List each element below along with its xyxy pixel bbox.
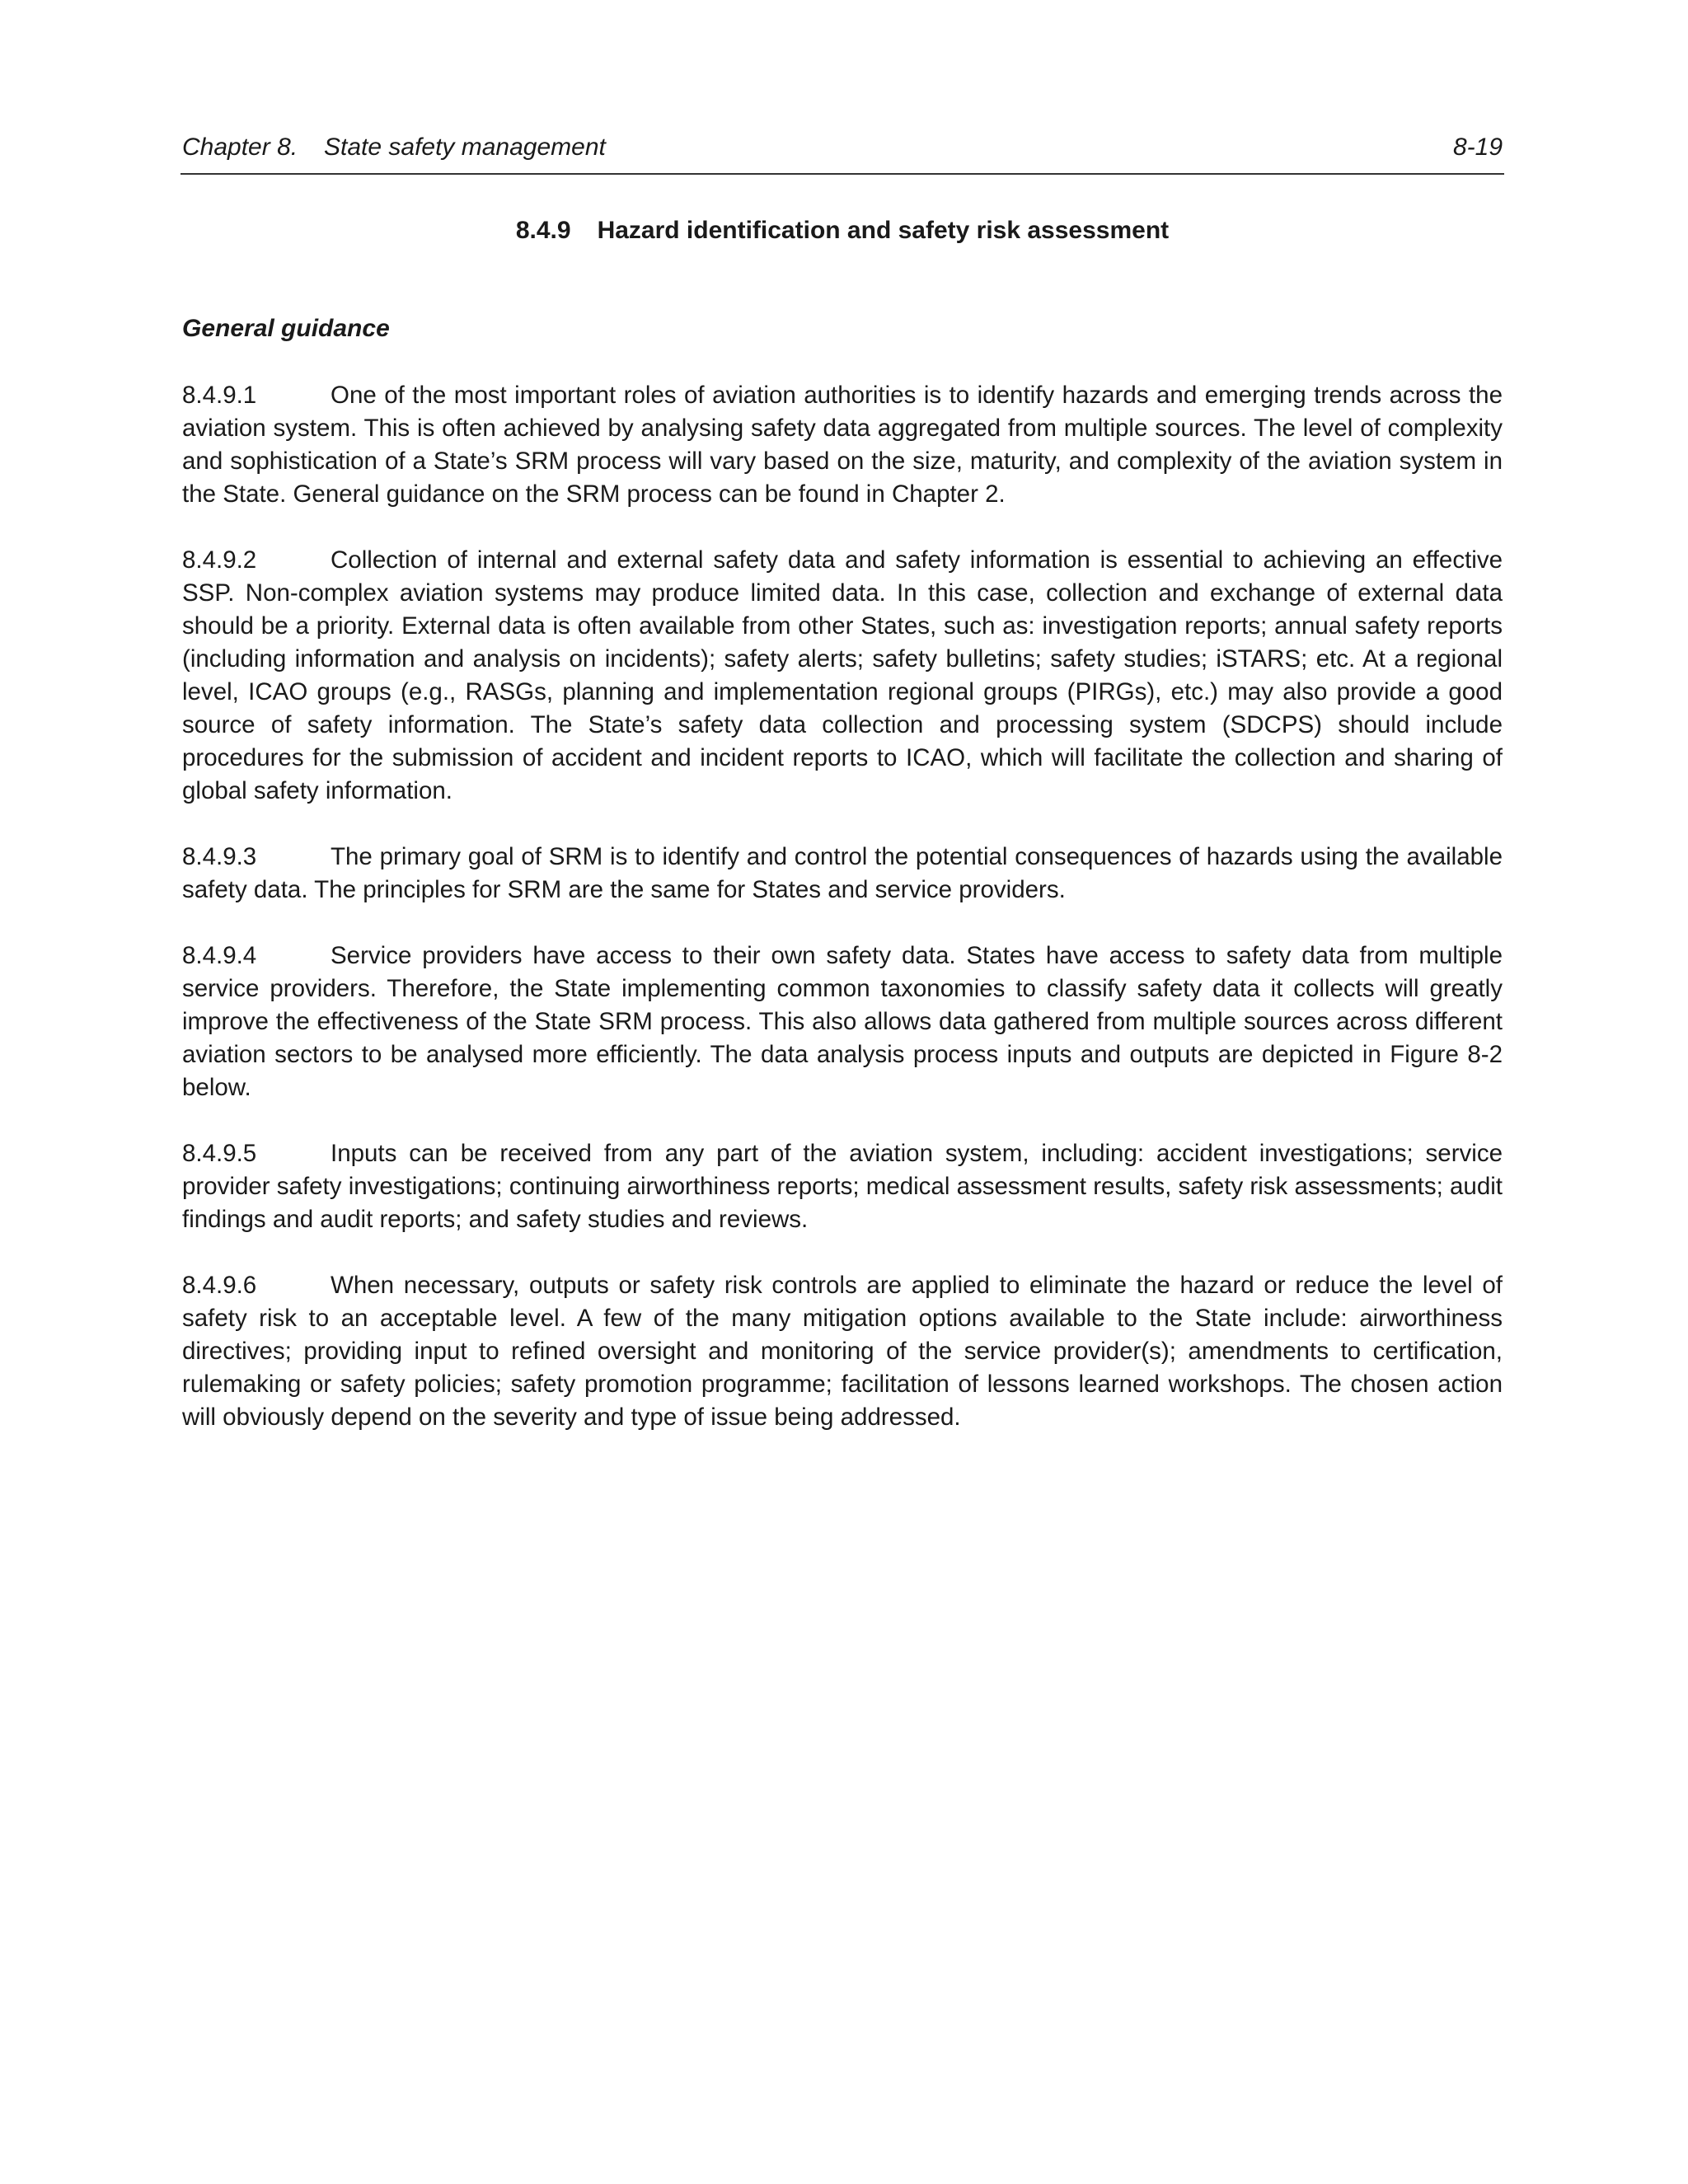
paragraph-number: 8.4.9.2 (182, 546, 257, 574)
running-header (181, 134, 1504, 175)
paragraph (182, 841, 1503, 907)
paragraph-text: The primary goal of SRM is to identify and control the potential consequences of hazards using the available safety data. The principles for SRM are the same for States and service providers. (182, 843, 1503, 903)
paragraph (182, 940, 1503, 1104)
paragraph-text: Collection of internal and external safety data and safety information is essential to achieving an effective SSP. Non-complex aviation systems may produce limited data. In this case, collection and exchange of external data should be a priority. External data is often available from other States, such as: investigation reports; annual safety reports (including information and analysis on incidents); safety alerts; safety bulletins; safety studies; iSTARS; etc. At a regional level, ICAO groups (e.g., RASGs, planning and implementation regional groups (PIRGs), etc.) may also provide a good source of safety information. The State’s safety data collection and processing system (SDCPS) should include procedures for the submission of accident and incident reports to ICAO, which will facilitate the collection and sharing of global safety information. (182, 546, 1503, 804)
paragraph (182, 1137, 1503, 1236)
paragraph-text: Inputs can be received from any part of the aviation system, including: accident investigations; service provider safety investigations; continuing airworthiness reports; medical assessment results, safety risk assessments; audit findings and audit reports; and safety studies and reviews. (182, 1140, 1503, 1233)
section-title: Hazard identification and safety risk assessment (597, 217, 1170, 244)
paragraph-text: When necessary, outputs or safety risk controls are applied to eliminate the hazard or reduce the level of safety risk to an acceptable level. A few of the many mitigation options available to the State include: airworthiness directives; providing input to refined oversight and monitoring of the service provider(s); amendments to certification, rulemaking or safety policies; safety promotion programme; facilitation of lessons learned workshops. The chosen action will obviously depend on the severity and type of issue being addressed. (182, 1272, 1503, 1431)
paragraph-number: 8.4.9.5 (182, 1140, 257, 1167)
chapter-label: Chapter 8. (182, 134, 298, 161)
subheading: General guidance (182, 315, 390, 342)
paragraph-number: 8.4.9.3 (182, 843, 257, 870)
paragraph-number: 8.4.9.6 (182, 1272, 257, 1299)
chapter-title: State safety management (324, 134, 606, 161)
paragraph (182, 379, 1503, 511)
paragraph-text: One of the most important roles of aviation authorities is to identify hazards and emerging trends across the aviation system. This is often achieved by analysing safety data aggregated from multiple sources. The level of complexity and sophistication of a State’s SRM process will vary based on the size, maturity, and complexity of the aviation system in the State. General guidance on the SRM process can be found in Chapter 2. (182, 382, 1503, 508)
paragraph (182, 544, 1503, 808)
section-heading (181, 217, 1504, 245)
page-number: 8-19 (1452, 134, 1503, 161)
paragraph (182, 1269, 1503, 1434)
section-number: 8.4.9 (515, 217, 571, 244)
paragraph-text: Service providers have access to their own safety data. States have access to safety data from multiple service providers. Therefore, the State implementing common taxonomies to classify safety data it collects will greatly improve the effectiveness of the State SRM process. This also allows data gathered from multiple sources across different aviation sectors to be analysed more efficiently. The data analysis process inputs and outputs are depicted in Figure 8-2 below. (182, 942, 1503, 1101)
body-text (182, 379, 1503, 1467)
paragraph-number: 8.4.9.4 (182, 942, 257, 969)
paragraph-number: 8.4.9.1 (182, 382, 257, 409)
